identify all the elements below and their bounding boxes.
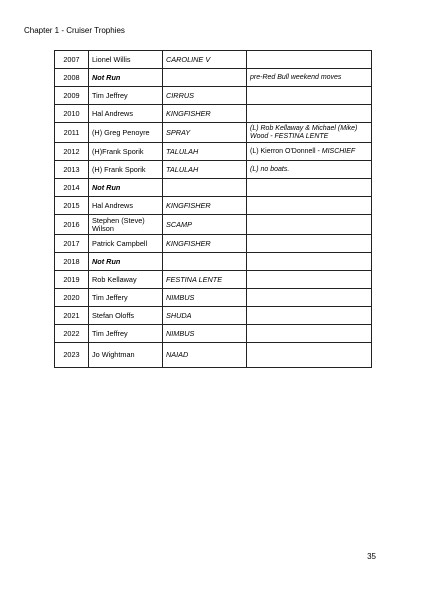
year-cell: 2023: [55, 343, 89, 368]
notes-cell: (L) Rob Kellaway & Michael (Mike) Wood - FESTINA LENTE: [247, 123, 372, 143]
winner-cell: Stefan Oloffs: [89, 307, 163, 325]
boat-cell: NIMBUS: [163, 325, 247, 343]
winner-cell: Tim Jeffrey: [89, 325, 163, 343]
boat-cell: NIMBUS: [163, 289, 247, 307]
trophy-table: [54, 50, 372, 368]
notes-cell: [247, 179, 372, 197]
winner-cell: Rob Kellaway: [89, 271, 163, 289]
winner-cell: Patrick Campbell: [89, 235, 163, 253]
notes-cell: [247, 289, 372, 307]
year-cell: 2021: [55, 307, 89, 325]
year-cell: 2010: [55, 105, 89, 123]
year-cell: 2016: [55, 215, 89, 235]
notes-cell: [247, 143, 372, 161]
notes-text: (L) Kierron O'Donnell -: [250, 147, 322, 155]
winner-cell: Hal Andrews: [89, 197, 163, 215]
page-header: Chapter 1 - Cruiser Trophies: [24, 26, 125, 35]
year-cell: 2013: [55, 161, 89, 179]
table-row: [55, 51, 372, 69]
year-cell: 2022: [55, 325, 89, 343]
boat-cell: KINGFISHER: [163, 105, 247, 123]
boat-cell: [163, 69, 247, 87]
winner-cell: (H) Greg Penoyre: [89, 123, 163, 143]
table-row: [55, 235, 372, 253]
table-row: [55, 271, 372, 289]
table-row: [55, 197, 372, 215]
table-row: [55, 143, 372, 161]
winner-cell: Tim Jeffery: [89, 289, 163, 307]
boat-cell: TALULAH: [163, 161, 247, 179]
year-cell: 2007: [55, 51, 89, 69]
boat-cell: SCAMP: [163, 215, 247, 235]
table-row: [55, 325, 372, 343]
page-number: 35: [367, 552, 376, 561]
boat-cell: NAIAD: [163, 343, 247, 368]
table-row: [55, 343, 372, 368]
table-row: [55, 179, 372, 197]
boat-cell: [163, 179, 247, 197]
notes-cell: [247, 87, 372, 105]
table-row: [55, 123, 372, 143]
notes-cell: [247, 253, 372, 271]
year-cell: 2020: [55, 289, 89, 307]
year-cell: 2015: [55, 197, 89, 215]
table-row: [55, 69, 372, 87]
table-row: [55, 215, 372, 235]
notes-boat: MISCHIEF: [321, 147, 356, 155]
boat-cell: FESTINA LENTE: [163, 271, 247, 289]
table-row: [55, 161, 372, 179]
notes-cell: pre-Red Bull weekend moves: [247, 69, 372, 87]
table-row: [55, 87, 372, 105]
boat-cell: [163, 253, 247, 271]
notes-cell: [247, 325, 372, 343]
year-cell: 2017: [55, 235, 89, 253]
boat-cell: TALULAH: [163, 143, 247, 161]
notes-cell: (L) no boats.: [247, 161, 372, 179]
boat-cell: KINGFISHER: [163, 235, 247, 253]
year-cell: 2008: [55, 69, 89, 87]
notes-cell: [247, 51, 372, 69]
year-cell: 2019: [55, 271, 89, 289]
winner-cell: (H)Frank Sporik: [89, 143, 163, 161]
boat-cell: CAROLINE V: [163, 51, 247, 69]
table-row: [55, 289, 372, 307]
winner-cell: Hal Andrews: [89, 105, 163, 123]
table-row: [55, 105, 372, 123]
winner-cell: Stephen (Steve) Wilson: [89, 215, 163, 235]
winner-cell: Not Run: [89, 69, 163, 87]
table-row: [55, 307, 372, 325]
boat-cell: KINGFISHER: [163, 197, 247, 215]
winner-cell: Tim Jeffrey: [89, 87, 163, 105]
boat-cell: SHUDA: [163, 307, 247, 325]
year-cell: 2014: [55, 179, 89, 197]
boat-cell: CIRRUS: [163, 87, 247, 105]
notes-cell: [247, 307, 372, 325]
winner-cell: Not Run: [89, 253, 163, 271]
table-row: [55, 253, 372, 271]
boat-cell: SPRAY: [163, 123, 247, 143]
notes-cell: [247, 271, 372, 289]
notes-cell: [247, 197, 372, 215]
notes-cell: [247, 215, 372, 235]
winner-cell: Jo Wightman: [89, 343, 163, 368]
notes-cell: [247, 343, 372, 368]
winner-cell: (H) Frank Sporik: [89, 161, 163, 179]
year-cell: 2012: [55, 143, 89, 161]
notes-cell: [247, 235, 372, 253]
year-cell: 2011: [55, 123, 89, 143]
winner-cell: Not Run: [89, 179, 163, 197]
notes-cell: [247, 105, 372, 123]
winner-cell: Lionel Willis: [89, 51, 163, 69]
year-cell: 2009: [55, 87, 89, 105]
year-cell: 2018: [55, 253, 89, 271]
